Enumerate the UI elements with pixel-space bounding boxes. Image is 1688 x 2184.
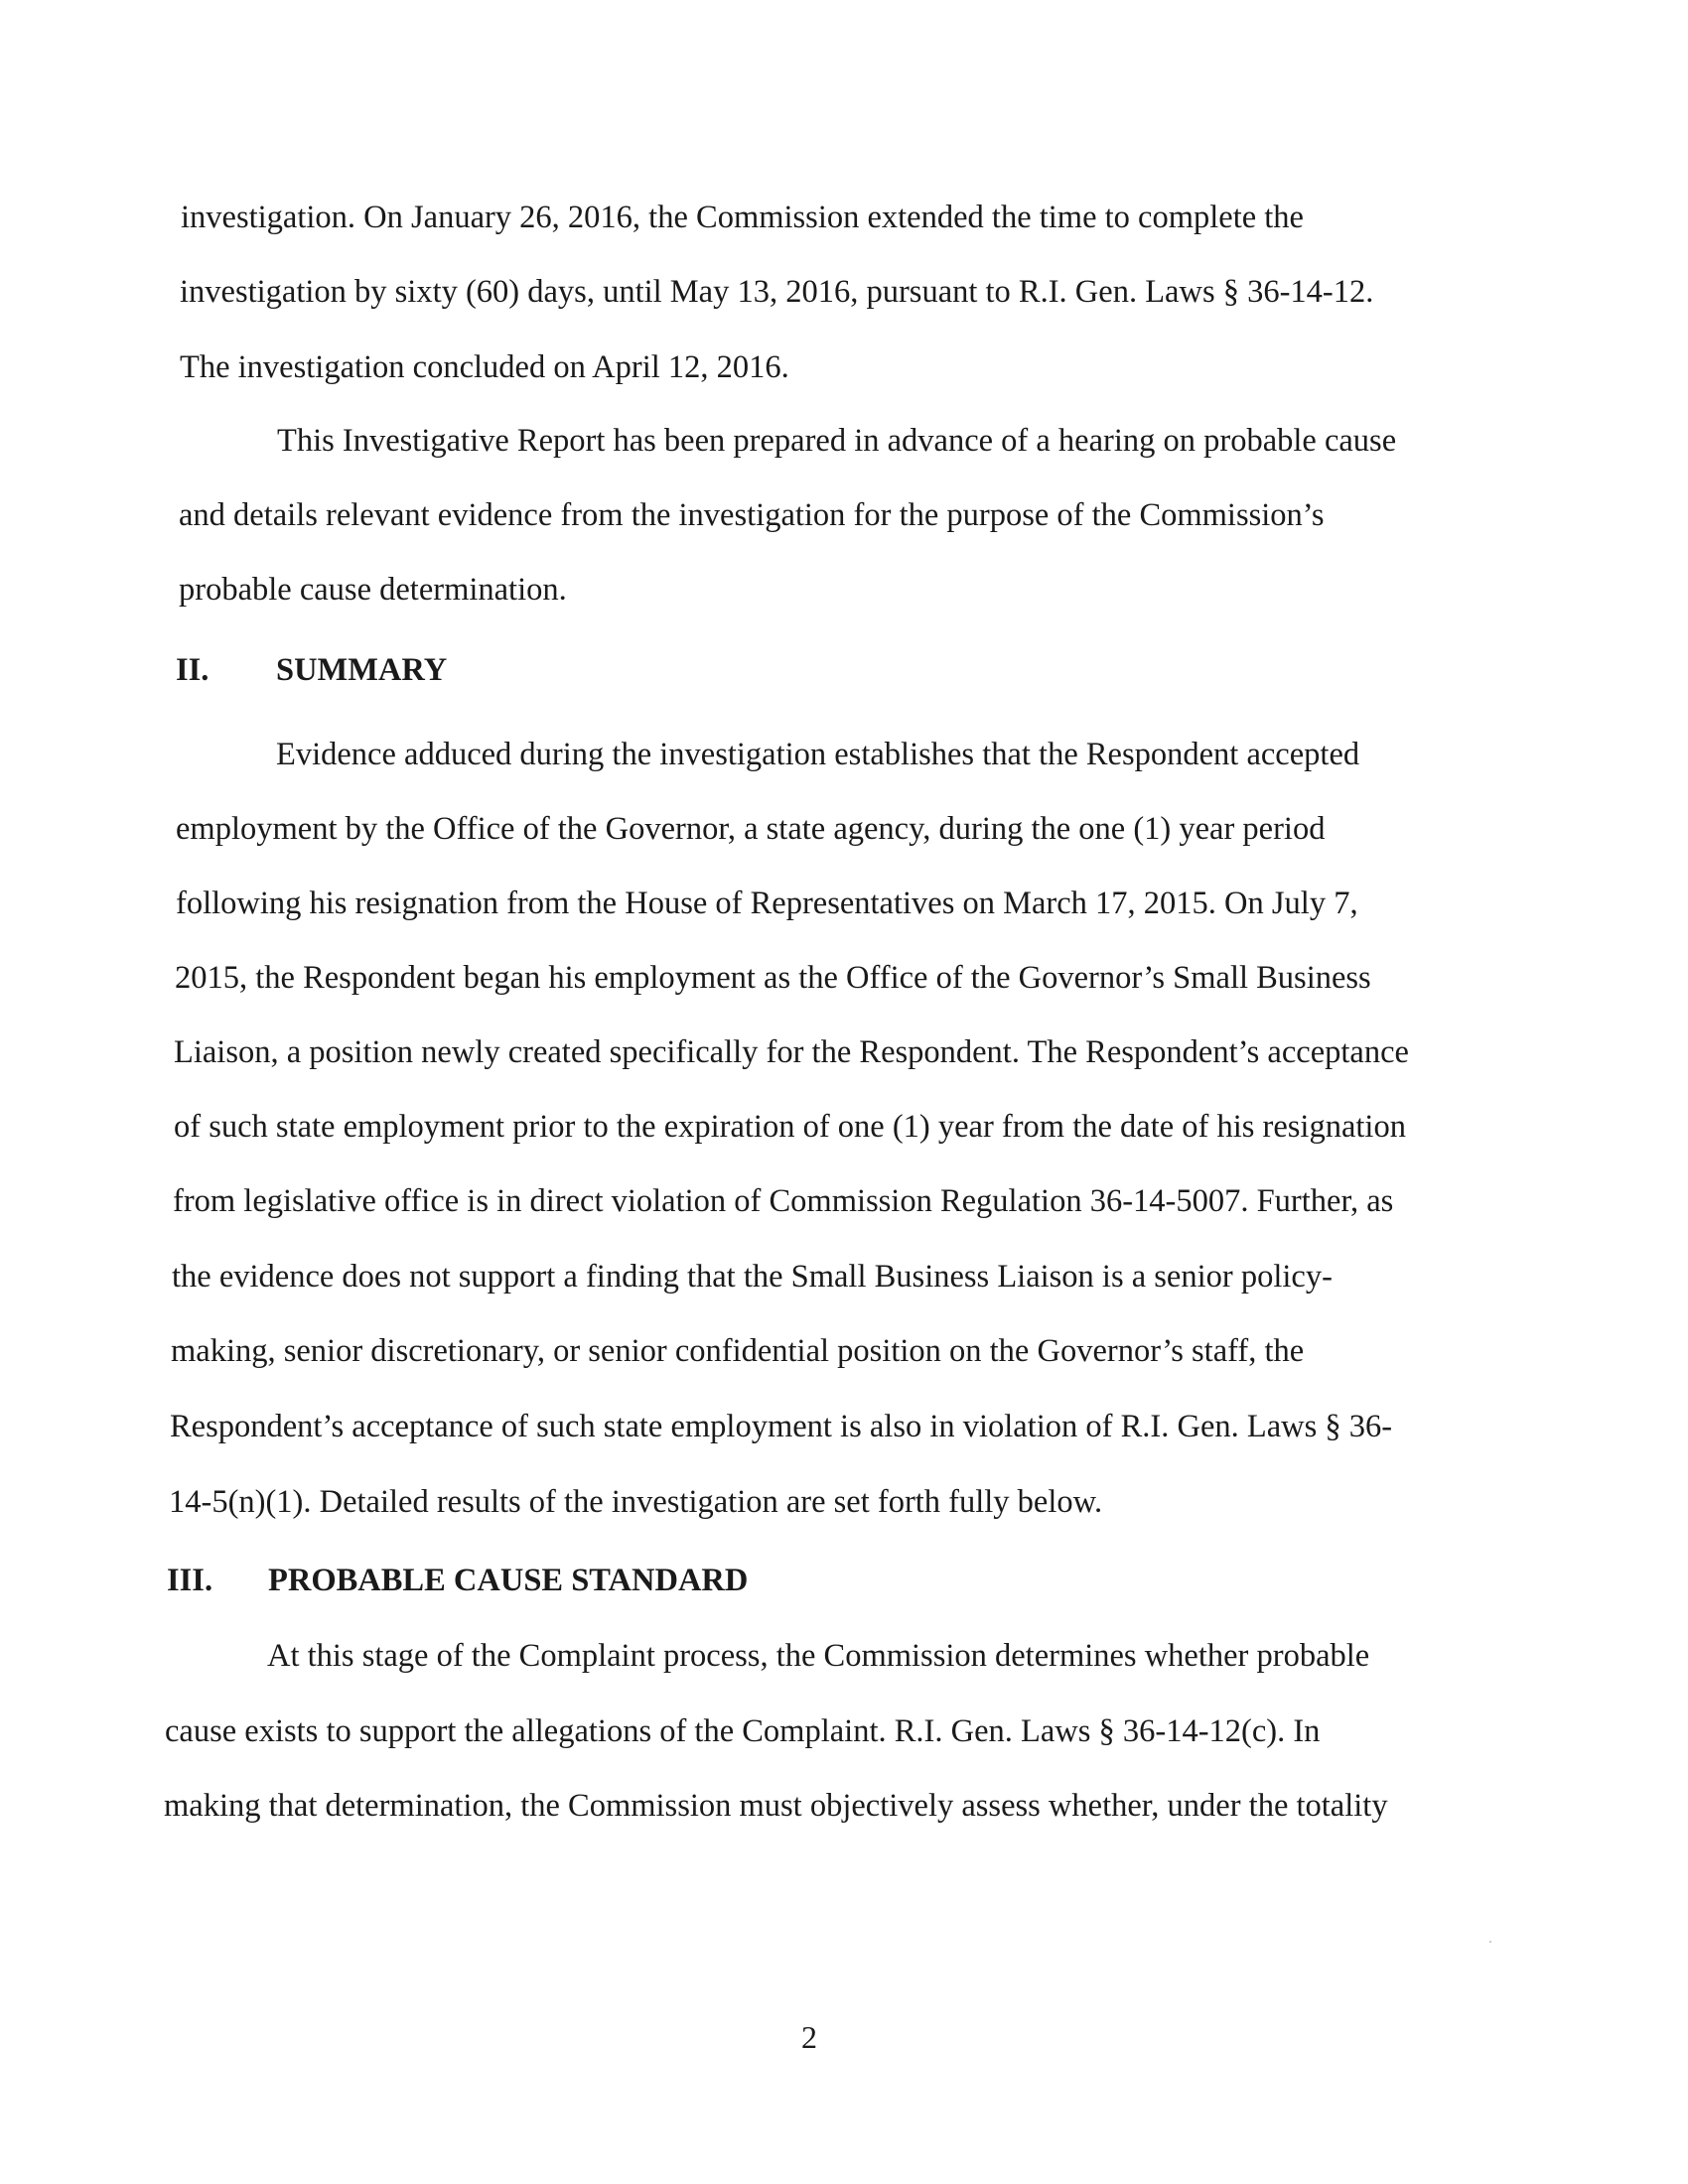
text-line: Liaison, a position newly created specifically for the Respondent. The Respondent’s acceptance [174, 1034, 1409, 1070]
text-line: following his resignation from the House of Representatives on March 17, 2015. On July 7, [176, 886, 1358, 921]
text-line: investigation by sixty (60) days, until May 13, 2016, pursuant to R.I. Gen. Laws § 36-14-12. [180, 274, 1374, 310]
text-line: 14-5(n)(1). Detailed results of the investigation are set forth fully below. [169, 1484, 1103, 1520]
scan-artifact [1489, 1941, 1491, 1943]
text-line: making that determination, the Commission must objectively assess whether, under the totality [164, 1788, 1388, 1824]
text-line: cause exists to support the allegations of the Complaint. R.I. Gen. Laws § 36-14-12(c). In [165, 1713, 1321, 1749]
section-number: III. [167, 1563, 213, 1598]
text-line: of such state employment prior to the expiration of one (1) year from the date of his resignation [174, 1109, 1406, 1145]
text-line: employment by the Office of the Governor, a state agency, during the one (1) year period [176, 811, 1326, 847]
text-line: from legislative office is in direct violation of Commission Regulation 36-14-5007. Further, as [173, 1183, 1394, 1219]
text-line: Respondent’s acceptance of such state employment is also in violation of R.I. Gen. Laws § 36- [170, 1409, 1393, 1444]
text-line: and details relevant evidence from the investigation for the purpose of the Commission’s [179, 497, 1325, 533]
text-line: making, senior discretionary, or senior confidential position on the Governor’s staff, the [171, 1333, 1305, 1369]
text-line: investigation. On January 26, 2016, the Commission extended the time to complete the [181, 200, 1304, 235]
section-title: SUMMARY [276, 652, 448, 688]
text-line: At this stage of the Complaint process, the Commission determines whether probable [267, 1638, 1370, 1674]
section-title: PROBABLE CAUSE STANDARD [268, 1563, 749, 1598]
text-line: probable cause determination. [179, 572, 567, 608]
text-line: The investigation concluded on April 12, 2016. [180, 349, 789, 385]
text-line: 2015, the Respondent began his employment as the Office of the Governor’s Small Business [175, 960, 1371, 996]
section-number: II. [176, 652, 210, 688]
text-line: the evidence does not support a finding that the Small Business Liaison is a senior policy- [172, 1259, 1333, 1295]
text-line: This Investigative Report has been prepared in advance of a hearing on probable cause [277, 423, 1397, 459]
text-line: Evidence adduced during the investigation establishes that the Respondent accepted [276, 737, 1360, 772]
page-number: 2 [801, 2019, 817, 2055]
